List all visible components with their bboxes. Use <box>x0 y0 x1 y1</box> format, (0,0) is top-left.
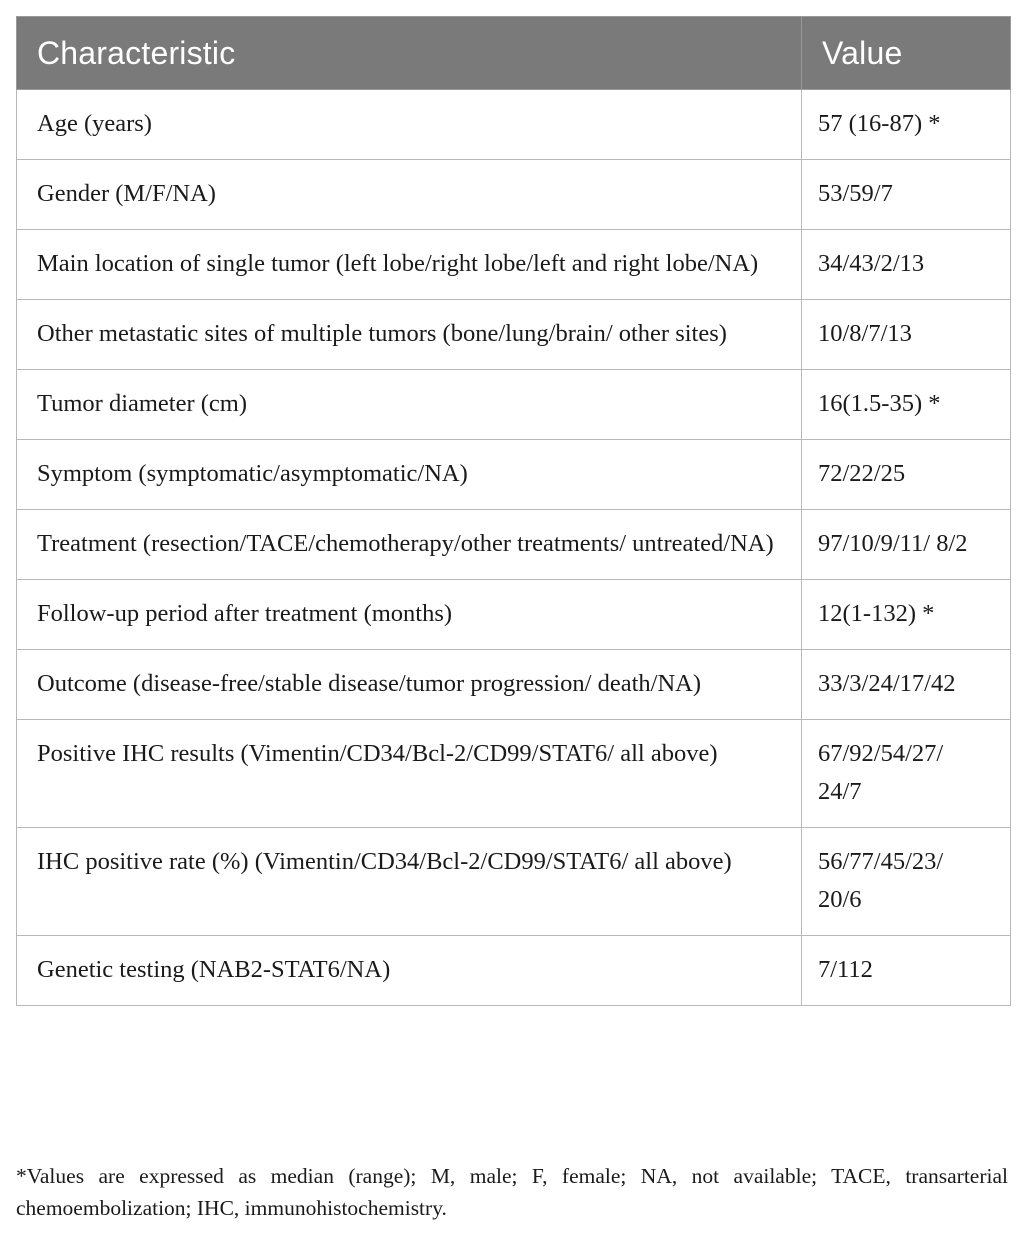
row-value: 57 (16-87) * <box>802 90 1011 160</box>
table-body <box>17 90 1011 1006</box>
row-value: 56/77/45/23/ 20/6 <box>802 828 1011 936</box>
table-row <box>17 230 1011 300</box>
row-characteristic: Follow-up period after treatment (months) <box>17 580 802 650</box>
row-value: 12(1-132) * <box>802 580 1011 650</box>
row-characteristic: Outcome (disease-free/stable disease/tumor progression/ death/NA) <box>17 650 802 720</box>
table-header <box>17 17 1011 90</box>
table-row <box>17 300 1011 370</box>
row-value: 72/22/25 <box>802 440 1011 510</box>
row-value: 67/92/54/27/ 24/7 <box>802 720 1011 828</box>
row-characteristic: Symptom (symptomatic/asymptomatic/NA) <box>17 440 802 510</box>
row-value: 16(1.5-35) * <box>802 370 1011 440</box>
row-value: 10/8/7/13 <box>802 300 1011 370</box>
row-characteristic: Genetic testing (NAB2-STAT6/NA) <box>17 936 802 1006</box>
row-characteristic: Tumor diameter (cm) <box>17 370 802 440</box>
table-row <box>17 720 1011 828</box>
row-characteristic: Treatment (resection/TACE/chemotherapy/other treatments/ untreated/NA) <box>17 510 802 580</box>
row-characteristic: Gender (M/F/NA) <box>17 160 802 230</box>
table-row <box>17 936 1011 1006</box>
row-characteristic: Main location of single tumor (left lobe/right lobe/left and right lobe/NA) <box>17 230 802 300</box>
row-value: 7/112 <box>802 936 1011 1006</box>
table-row <box>17 160 1011 230</box>
header-characteristic: Characteristic <box>17 17 802 90</box>
table-footnote: *Values are expressed as median (range); M, male; F, female; NA, not available; TACE, transarterial chemoembolization; IHC, immunohistochemistry. <box>16 1164 1008 1220</box>
row-characteristic: Age (years) <box>17 90 802 160</box>
table-row <box>17 510 1011 580</box>
row-characteristic: Other metastatic sites of multiple tumors (bone/lung/brain/ other sites) <box>17 300 802 370</box>
header-value: Value <box>802 17 1011 90</box>
table-row <box>17 828 1011 936</box>
row-characteristic: Positive IHC results (Vimentin/CD34/Bcl-2/CD99/STAT6/ all above) <box>17 720 802 828</box>
header-row <box>17 17 1011 90</box>
table-row <box>17 90 1011 160</box>
row-value: 97/10/9/11/ 8/2 <box>802 510 1011 580</box>
row-value: 34/43/2/13 <box>802 230 1011 300</box>
row-characteristic: IHC positive rate (%) (Vimentin/CD34/Bcl-2/CD99/STAT6/ all above) <box>17 828 802 936</box>
row-value: 33/3/24/17/42 <box>802 650 1011 720</box>
row-value: 53/59/7 <box>802 160 1011 230</box>
table-row <box>17 580 1011 650</box>
table-row <box>17 650 1011 720</box>
table-row <box>17 370 1011 440</box>
characteristics-table <box>16 16 1011 1006</box>
characteristics-table-container <box>16 16 1010 1006</box>
table-row <box>17 440 1011 510</box>
